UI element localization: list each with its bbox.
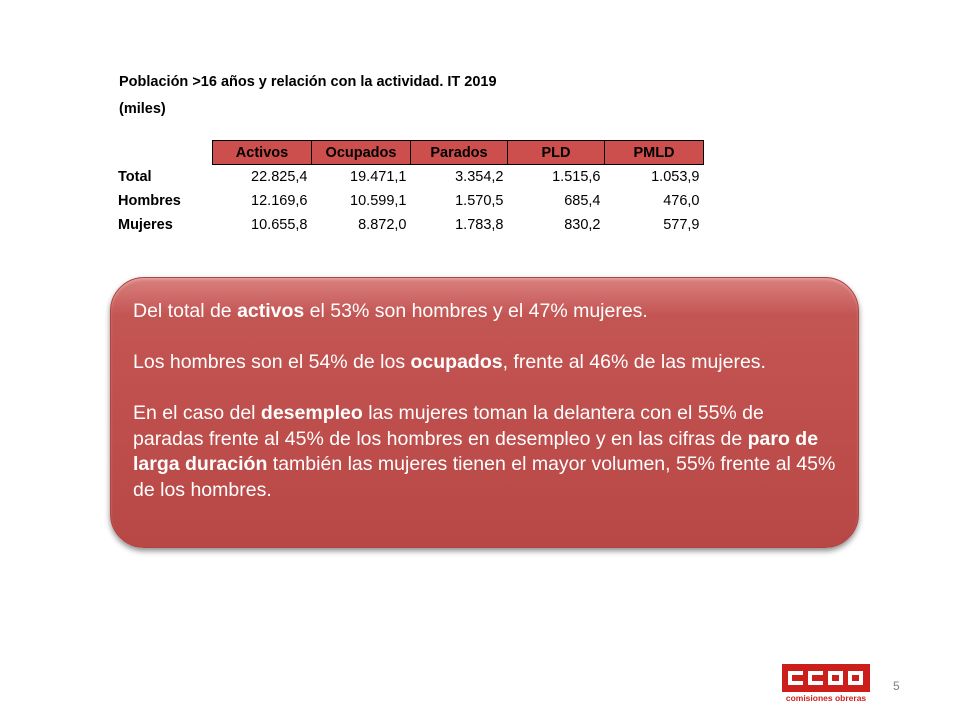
ccoo-logo-mark <box>782 664 870 692</box>
table-cell: 10.655,8 <box>251 217 308 233</box>
table-cell: 19.471,1 <box>350 169 407 185</box>
table-cell: 3.354,2 <box>455 169 504 185</box>
callout-paragraph-desempleo <box>133 401 836 503</box>
callout-emphasis: desempleo <box>260 402 363 424</box>
callout-emphasis: paro de larga duración <box>133 427 819 475</box>
table-row <box>114 213 704 237</box>
callout-text: Los hombres son el 54% de los <box>133 351 411 373</box>
table-cell: 22.825,4 <box>251 169 308 185</box>
table-cell: 10.599,1 <box>350 193 407 209</box>
table-cell: 476,0 <box>663 193 700 209</box>
table-cell: 685,4 <box>564 193 601 209</box>
slide-title-line2: (miles) <box>119 101 166 117</box>
column-header-pmld: PMLD <box>605 141 704 165</box>
slide-title-line1: Población >16 años y relación con la actividad. IT 2019 <box>119 74 497 90</box>
activity-table <box>114 140 704 237</box>
ccoo-logo <box>782 664 870 706</box>
callout-text: Del total de <box>133 300 238 322</box>
callout-paragraph-activos <box>133 299 836 325</box>
table-cell: 1.783,8 <box>455 217 504 233</box>
table-cell: 1.570,5 <box>455 193 504 209</box>
callout-text: el 53% son hombres y el 47% mujeres. <box>304 300 648 322</box>
table-row <box>114 189 704 213</box>
callout-paragraph-ocupados <box>133 350 836 376</box>
column-header-activos: Activos <box>213 141 312 165</box>
table-cell: 1.515,6 <box>552 169 601 185</box>
callout-text: también las mujeres tienen el mayor volumen, 55% frente al 45% de los hombres. <box>133 453 836 501</box>
column-header-pld: PLD <box>508 141 605 165</box>
table-cell: 12.169,6 <box>251 193 308 209</box>
table-cell: 8.872,0 <box>358 217 407 233</box>
callout-emphasis: activos <box>237 300 305 322</box>
page-number: 5 <box>893 679 900 693</box>
callout-text: , frente al 46% de las mujeres. <box>502 351 766 373</box>
summary-callout <box>110 277 859 548</box>
table-corner-cell <box>114 141 213 165</box>
logo-caption: comisiones obreras <box>785 693 867 703</box>
row-label: Mujeres <box>118 217 173 233</box>
callout-text: En el caso del <box>133 402 261 424</box>
table-header-row <box>114 141 704 165</box>
slide-title <box>119 69 497 123</box>
column-header-ocupados: Ocupados <box>312 141 411 165</box>
row-label: Total <box>118 168 152 185</box>
callout-text: las mujeres toman la delantera con el 55% de paradas frente al 45% de los hombres en desempleo y en las cifras de <box>133 402 764 450</box>
row-label: Hombres <box>118 193 181 209</box>
table-cell: 830,2 <box>564 217 601 233</box>
table-cell: 577,9 <box>663 217 700 233</box>
callout-emphasis: ocupados <box>410 351 503 373</box>
table-cell: 1.053,9 <box>651 169 700 185</box>
table-row <box>114 165 704 190</box>
column-header-parados: Parados <box>411 141 508 165</box>
